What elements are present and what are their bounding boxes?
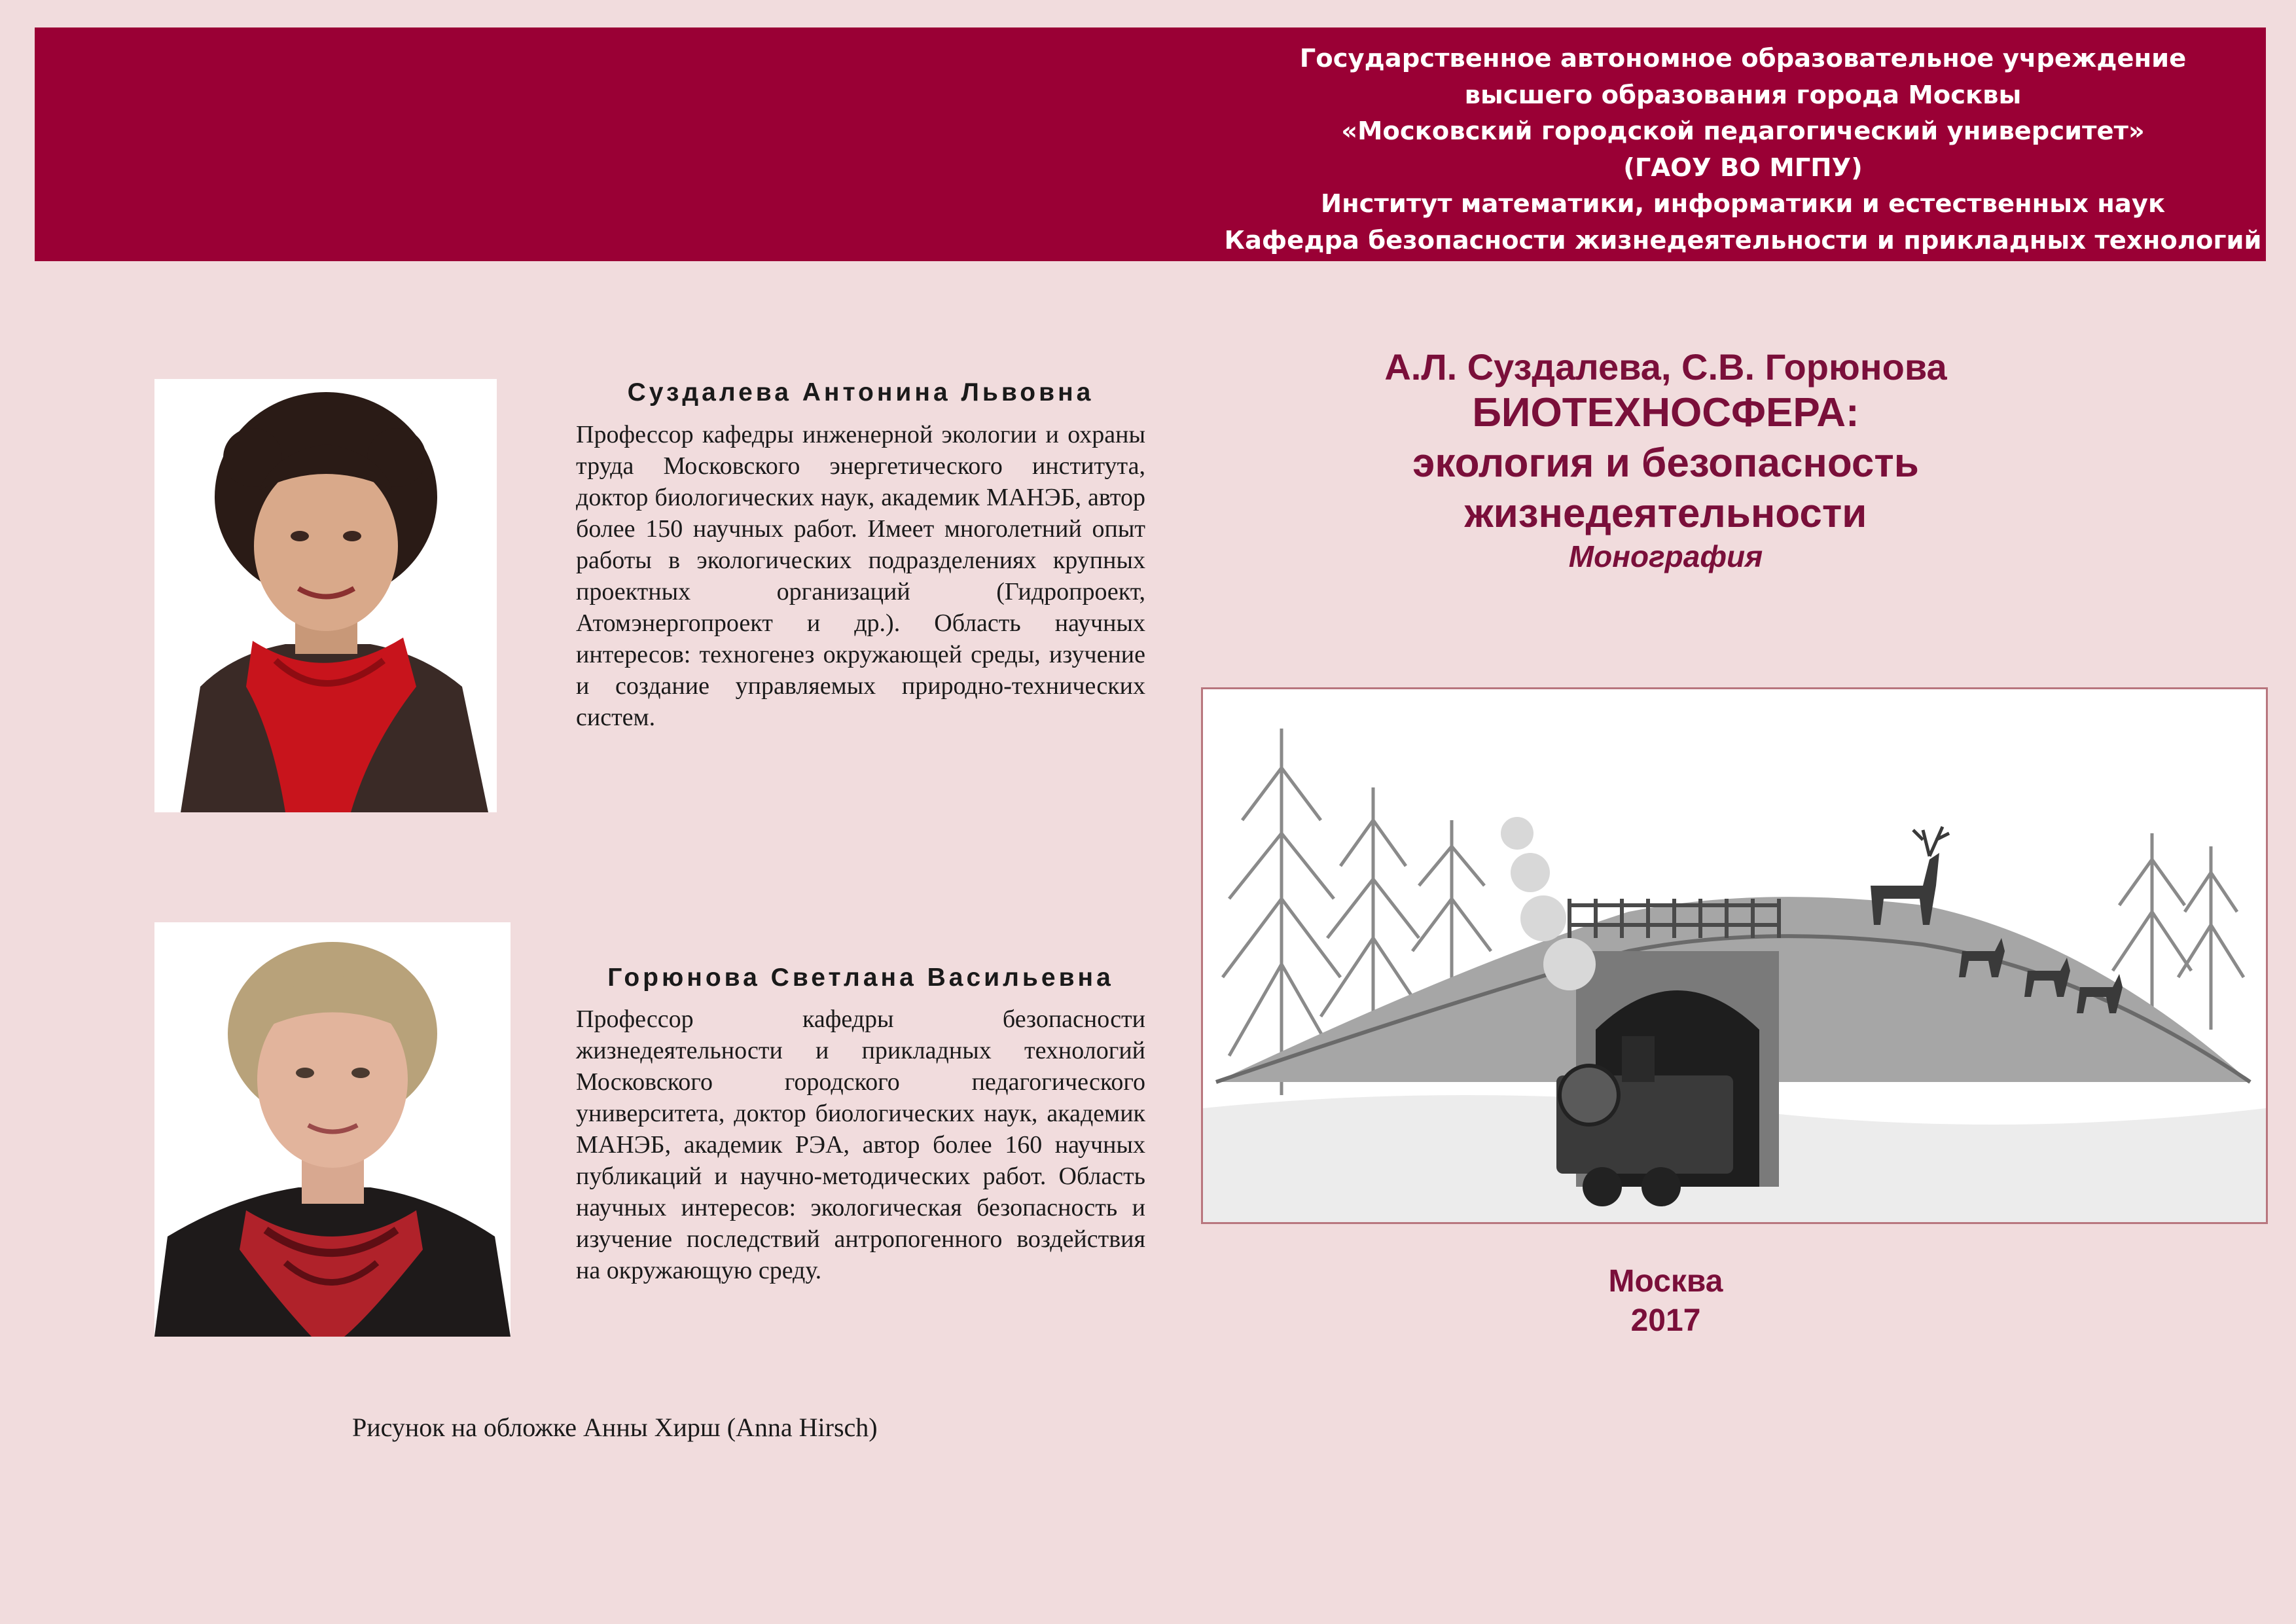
header-band xyxy=(35,27,2266,261)
header-line: высшего образования города Москвы xyxy=(1464,80,2022,110)
book-title-line: жизнедеятельности xyxy=(1464,491,1867,536)
cover-illustration xyxy=(1201,687,2268,1224)
author-2-photo xyxy=(154,922,511,1337)
publication-year: 2017 xyxy=(1630,1303,1701,1338)
cover-art-caption: Рисунок на обложке Анны Хирш (Anna Hirsch) xyxy=(352,1413,878,1442)
publication-city: Москва xyxy=(1608,1264,1723,1299)
author-1-name: Суздалева Антонина Львовна xyxy=(627,378,1094,406)
header-line: Институт математики, информатики и естественных наук xyxy=(1320,189,2166,219)
book-title-line: БИОТЕХНОСФЕРА: xyxy=(1472,390,1859,435)
institution-header xyxy=(1160,41,2266,259)
header-line: «Московский городской педагогический университет» xyxy=(1341,117,2145,146)
author-1-bio: Профессор кафедры инженерной экологии и охраны труда Московского энергетического института, доктор биологических наук, академик МАНЭБ, автор более 150 научных работ. Имеет многолетний опыт работы в экологических подразделениях крупных проектных организаций (Гидропроект, Атомэнергопроект и др.). Область научных интересов: техногенез окружающей среды, изучение и создание управляемых природно-технических систем. xyxy=(576,421,1145,731)
header-line: Государственное автономное образовательное учреждение xyxy=(1299,44,2187,73)
book-title-line: экология и безопасность xyxy=(1412,441,1919,486)
header-line: (ГАОУ ВО МГПУ) xyxy=(1623,153,1863,183)
author-2-name: Горюнова Светлана Васильевна xyxy=(607,964,1114,992)
header-line: Кафедра безопасности жизнедеятельности и прикладных технологий xyxy=(1224,225,2262,255)
book-title xyxy=(1201,388,2130,539)
book-authors: А.Л. Суздалева, С.В. Горюнова xyxy=(1384,346,1947,388)
book-subtitle: Монография xyxy=(1568,539,1763,573)
author-2-bio: Профессор кафедры безопасности жизнедеятельности и прикладных технологий Московского городского педагогического университета, доктор биологических наук, академик МАНЭБ, академик РЭА, автор более 160 научных публикаций и научно-методических работ. Область научных интересов: экологическая безопасность и изучение последствий антропогенного воздействия на окружающую среду. xyxy=(576,1005,1145,1284)
author-1-photo xyxy=(154,379,497,812)
